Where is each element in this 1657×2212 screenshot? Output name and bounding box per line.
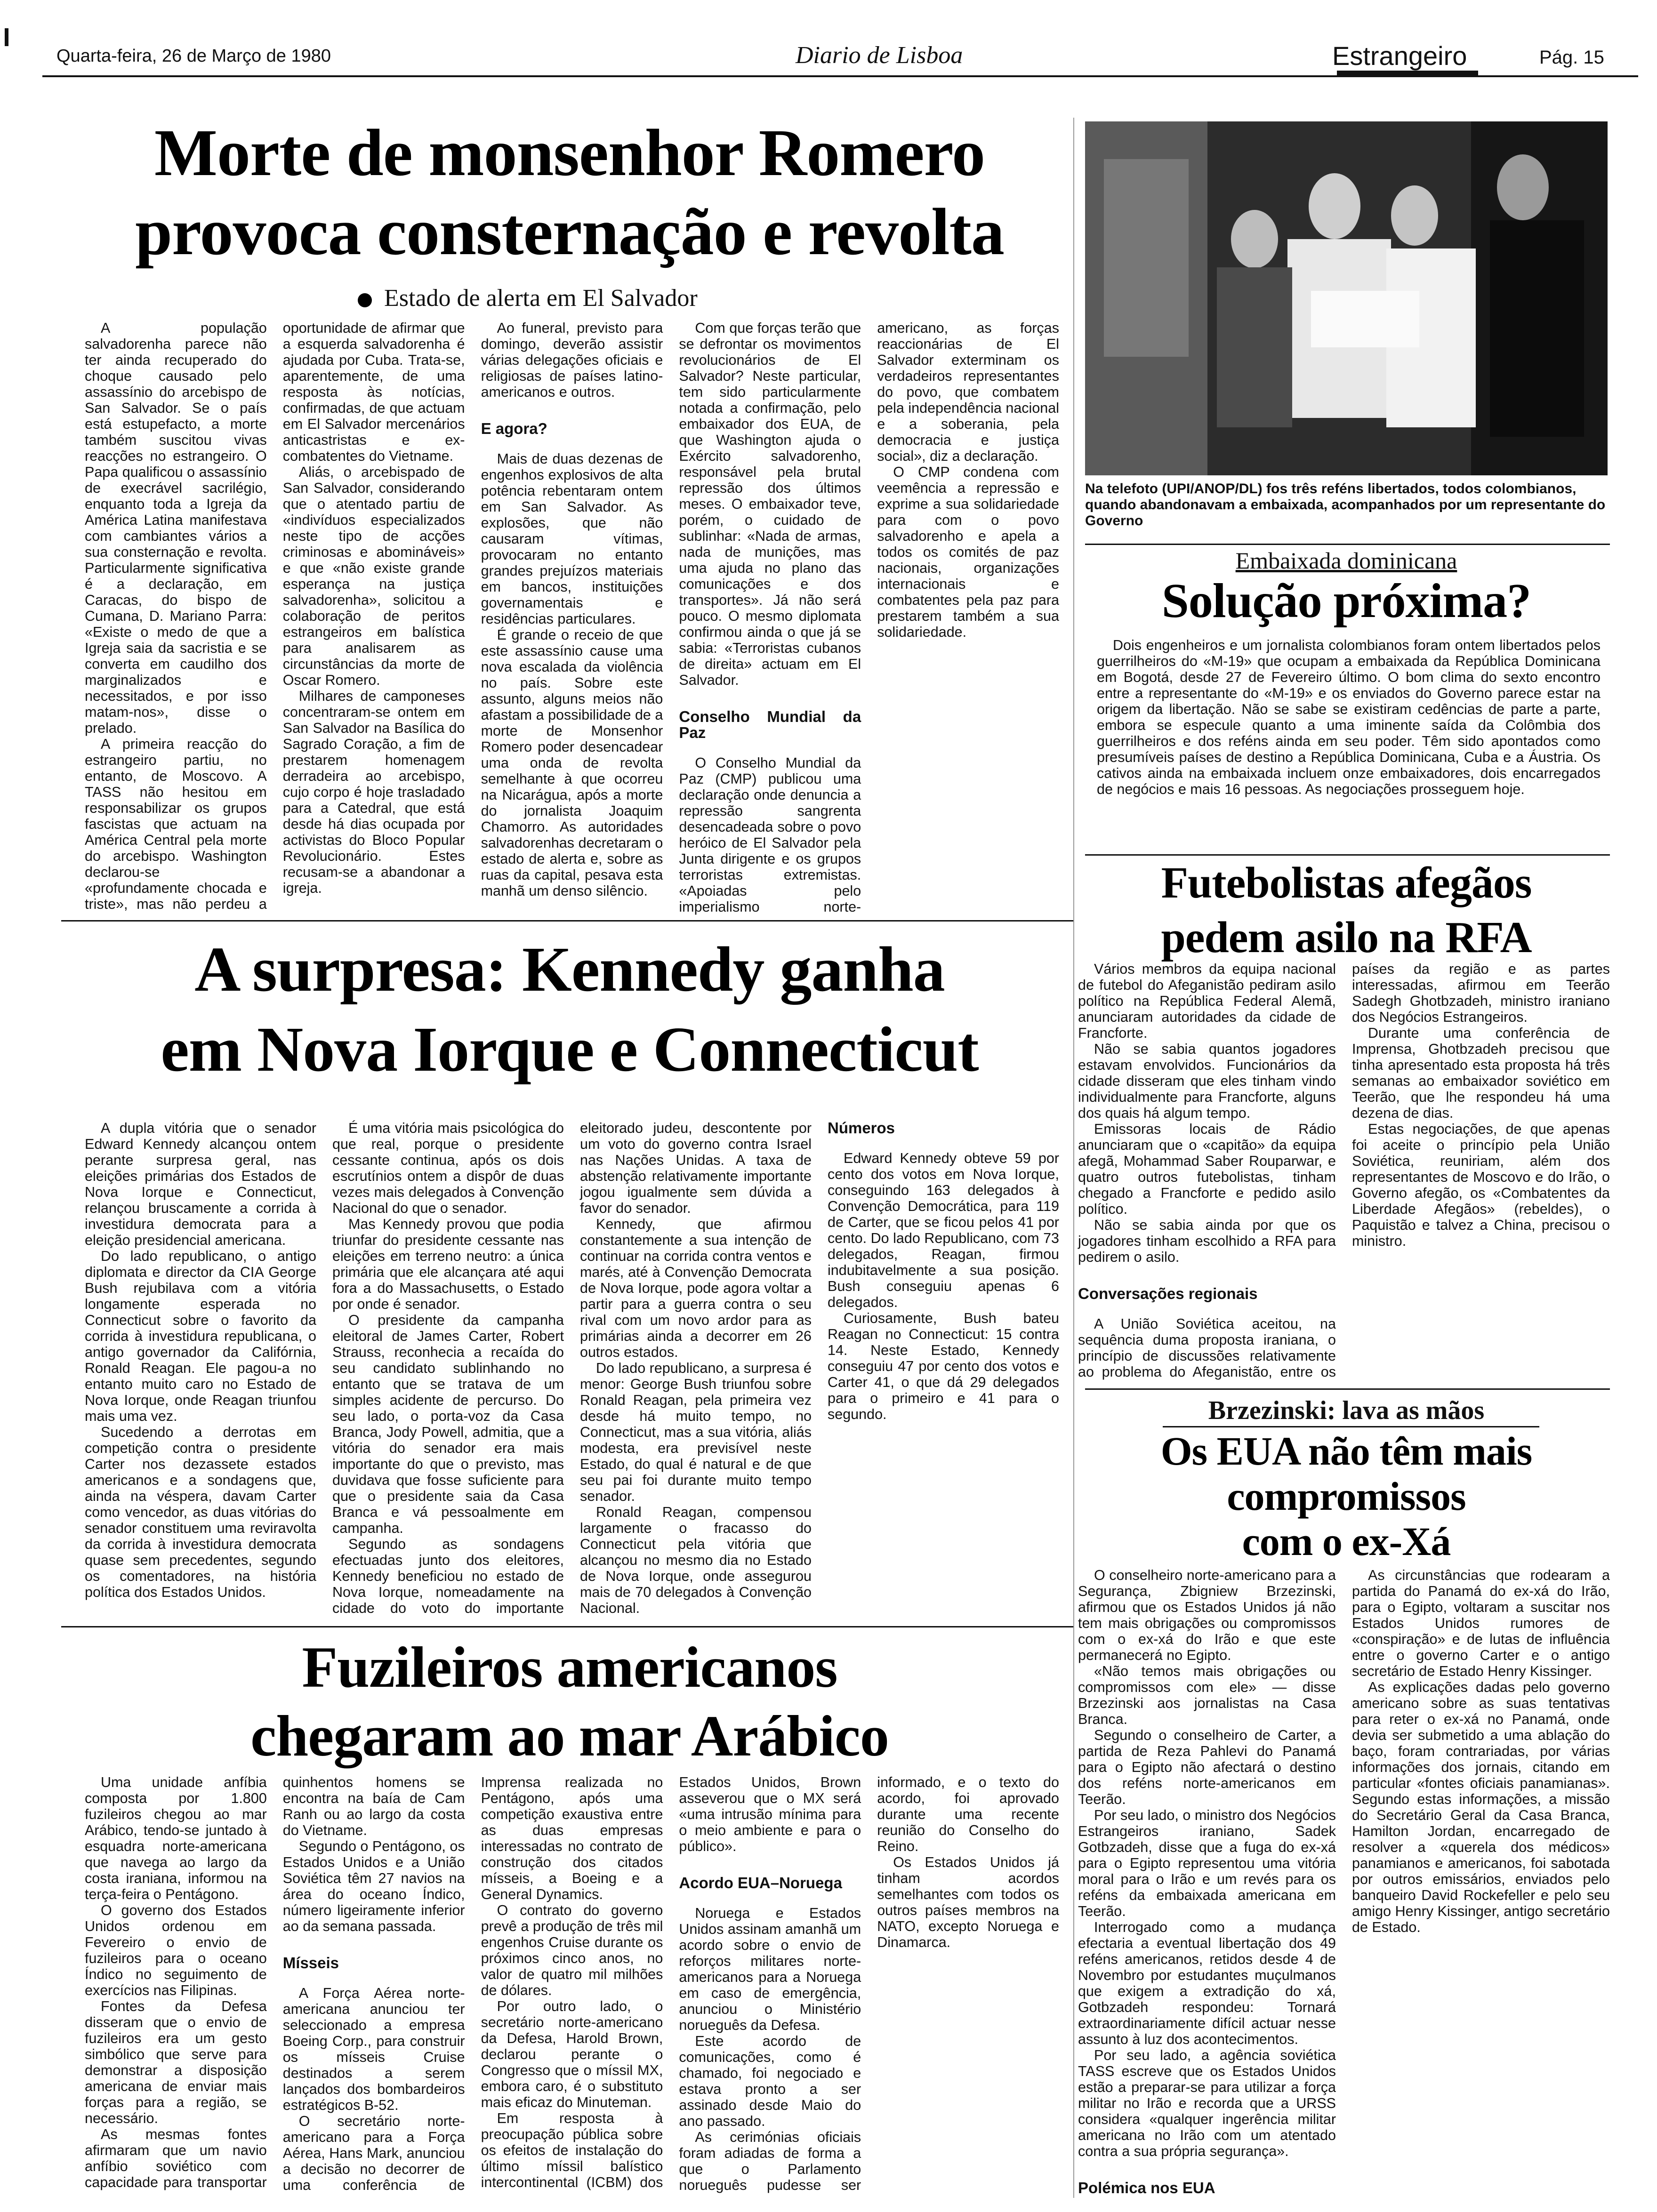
afegaos-subheading: Conversações regionais bbox=[1078, 1285, 1258, 1302]
paragraph: O Conselho Mundial da Paz (CMP) publicou uma declaração onde denuncia a repressão sangrenta desencadeada sobre o povo heróico de El Salvador pela Junta dirigente e os grupos terroristas extremistas. «Apoiadas pelo imperialismo norte-americano, as forças reaccionárias de El Salvador exterminam os verdadeiros representantes do povo, que combatem pela independência nacional e a soberania, pela democracia e justiça social», diz a declaração. bbox=[679, 320, 1059, 915]
photo-image bbox=[1085, 121, 1608, 475]
paragraph: Segundo as sondagens efectuadas junto dos eleitores, Kennedy beneficiou no estado de Nova Iorque, nomeadamente na cidade do voto do importante eleitorado judeu, descontente por um voto do governo contra Israel nas Nações Unidas. A taxa de abstenção relativamente importante jogou igualmente sem dúvida a favor do senador. bbox=[332, 1120, 812, 1616]
paragraph: O CMP condena com veemência a repressão e exprime a sua solidariedade para com o povo salvadorenho e apela a todos os comités de paz nacionais, organizações internacionais e combatentes pela paz para prestarem também a sua solidariedade. bbox=[877, 464, 1059, 640]
brzezinski-headline-line3: com o ex-Xá bbox=[1242, 1519, 1451, 1564]
paragraph: Edward Kennedy obteve 59 por cento dos votos em Nova Iorque, conseguindo 163 delegados à Convenção Democrática, para 119 de Carter, que se ficou pelos 41 por cento. Do lado Republicano, com 73 delegados, Reagan, firmou indubitavelmente a sua posição. Bush conseguiu apenas 6 delegados. bbox=[828, 1150, 1059, 1310]
paragraph: As cerimónias oficiais foram adiadas de forma a que o Parlamento norueguês pudesse ser informado, e o texto do acordo, foi aprovado durante uma recente reunião do Conselho do Reino. bbox=[679, 1774, 1059, 2193]
paragraph: Por outro lado, o secretário norte-americano da Defesa, Harold Brown, declarou perante o Congresso que o míssil MX, embora caro, é o substituto mais eficaz do Minuteman. bbox=[481, 1998, 663, 2110]
section-rule-thick bbox=[1337, 71, 1478, 76]
newspaper-name: Diario de Lisboa bbox=[796, 42, 963, 69]
paragraph: É grande o receio de que este assassínio cause uma nova escalada da violência no país. Sobre este assunto, alguns meios não afastam a possibilidade de a morte de Monsenhor Romero poder desencadear uma onda de revolta semelhante à que ocorreu na Nicarágua, após a morte do jornalista Joaquim Chamorro. As autoridades salvadorenhas decretaram o estado de alerta e, sobre as ruas da capital, pesava esta manhã um denso silêncio. bbox=[481, 627, 663, 899]
paragraph: Este acordo de comunicações, como é chamado, foi negociado e estava pronto a ser assinado desde Maio do ano passado. bbox=[679, 2033, 861, 2129]
paragraph: Por seu lado, o ministro dos Negócios Estrangeiros iraniano, Sadek Gotbzadeh, disse que a fuga do ex-xá para o Egipto representou uma vitória moral para o Irão e um revés para os reféns da embaixada americana em Teerão. bbox=[1078, 1807, 1336, 1919]
paragraph: O conselheiro norte-americano para a Segurança, Zbigniew Brzezinski, afirmou que os Estados Unidos já não tem mais obrigações ou compromissos com o ex-xá do Irão e que este permanecerá no Egipto. bbox=[1078, 1567, 1336, 1663]
paragraph: Os Estados Unidos já tinham acordos semelhantes com todos os outros países membros na NATO, excepto Noruega e Dinamarca. bbox=[877, 1854, 1059, 1950]
afegaos-headline bbox=[1085, 856, 1608, 965]
paragraph: Do lado republicano, o antigo diplomata e director da CIA George Bush rejubilava com a vitória longamente esperada no Connecticut sobre o favorito da corrida à investidura republicana, o antigo governador da Califórnia, Ronald Reagan. Ele pagou-a no entanto muito caro no Estado de Nova Iorque, onde Reagan triunfou mais uma vez. bbox=[85, 1248, 316, 1424]
bullet-icon bbox=[358, 293, 372, 307]
paragraph: O presidente da campanha eleitoral de James Carter, Robert Strauss, reconhecia a recaída do seu candidato sublinhando no entanto que se tratava de um simples acidente de percurso. Do seu lado, o porta-voz da Casa Branca, Jody Powell, admitia, que a vitória do senador era mais importante do que o previsto, mas duvidava que fosse suficiente para que o presidente saia da Casa Branca e vá pessoalmente em campanha. bbox=[332, 1312, 564, 1536]
paragraph: A União Soviética aceitou, na sequência duma proposta iraniana, o princípio de discussões relativamente ao problema do Afeganistão, entre os países da região e as partes interessadas, afirmou em Teerão Sadegh Ghotbzadeh, ministro iraniano dos Negócios Estrangeiros. bbox=[1078, 961, 1610, 1380]
hostage-photo bbox=[1085, 121, 1608, 475]
paragraph: É uma vitória mais psicológica do que real, porque o presidente cessante continua, após os dois escrutínios ontem a dispôr de duas vezes mais delegados à Convenção Nacional do que o senador. bbox=[332, 1120, 564, 1216]
paragraph: Noruega e Estados Unidos assinam amanhã um acordo sobre o envio de reforços militares norte-americanos para a Noruega em caso de emergência, anunciou o Ministério norueguês da Defesa. bbox=[679, 1905, 861, 2033]
paragraph: O contrato do governo prevê a produção de três mil engenhos Cruise durante os próximos cinco anos, no valor de quatro mil milhões de dólares. bbox=[481, 1902, 663, 1998]
kennedy-headline-line1: A surpresa: Kennedy ganha bbox=[194, 934, 945, 1005]
paragraph: Segundo o Pentágono, os Estados Unidos e a União Soviética têm 27 navios na área do oceano Índico, número ligeiramente inferior ao da semana passada. bbox=[282, 1838, 465, 1934]
paragraph: A primeira reacção do estrangeiro partiu, no entanto, de Moscovo. A TASS não hesitou em responsabilizar os grupos fascistas que actuam na América Central pela morte do arcebispo. Washington declarou-se «profundamente chocada e triste», mas não perdeu a oportunidade de afirmar que a esquerda salvadorenha é ajudada por Cuba. Trata-se, aparentemente, de uma resposta às notícias, confirmadas, de que actuam em El Salvador mercenários anticastristas e ex-combatentes do Vietname. bbox=[85, 320, 465, 912]
paragraph: Por seu lado, a agência soviética TASS escreve que os Estados Unidos estão a preparar-se para utilizar a força militar no Irão e recorda que a URSS considera «qualquer ingerência militar americana no Irão com um atentado contra a sua própria segurança». bbox=[1078, 2047, 1336, 2159]
rule-romero-bottom bbox=[61, 920, 1073, 922]
photo-caption: Na telefoto (UPI/ANOP/DL) fos três reféns libertados, todos colombianos, quando abandonavam a embaixada, acompanhados por um representante do Governo bbox=[1085, 481, 1606, 529]
romero-headline-line1: Morte de monsenhor Romero bbox=[154, 115, 985, 190]
paragraph: Estas negociações, de que apenas foi aceite o princípio pela União Soviética, reuniriam, além dos representantes de Moscovo e do Irão, o Governo afegão, os «Combatentes da Liberdade Afegãos» (rebeldes), o Paquistão e talvez a China, precisou o ministro. bbox=[1352, 1121, 1610, 1249]
fuzileiros-article bbox=[85, 1774, 1059, 2198]
kennedy-headline-line2: em Nova Iorque e Connecticut bbox=[161, 1014, 979, 1085]
paragraph: O secretário norte-americano para a Força Aérea, Hans Mark, anunciou a decisão no decorrer de uma conferência de Imprensa realizada no Pentágono, após uma competição exaustiva entre as duas empresas interessadas no contrato de construção dos citados mísseis, a Boeing e a General Dynamics. bbox=[282, 1774, 663, 2193]
page-number: Pág. 15 bbox=[1539, 47, 1604, 68]
brzezinski-subheading: Polémica nos EUA bbox=[1078, 2179, 1215, 2196]
romero-headline-line2: provoca consternação e revolta bbox=[135, 194, 1004, 269]
paragraph: Com que forças terão que se defrontar os movimentos revolucionários de El Salvador? Neste particular, tem sido particularmente notada a confirmação, pelo embaixador dos EUA, de que Washington ajuda o Exército salvadorenho, responsável pela brutal repressão dos últimos meses. O embaixador teve, porém, o cuidado de sublinhar: «Nada de armas, nada de munições, mas uma ajuda no plano das comunicações e dos transportes». Já não será pouco. O mesmo diplomata confirmou ainda o que já se sabia: «Terroristas cubanos de direita» actuam em El Salvador. bbox=[679, 320, 861, 688]
paragraph: A Força Aérea norte-americana anunciou ter seleccionado a empresa Boeing Corp., para construir os mísseis Cruise destinados a serem lançados dos bombardeiros estratégicos B-52. bbox=[282, 1985, 465, 2113]
section-name: Estrangeiro bbox=[1332, 41, 1467, 71]
dominicana-kicker: Embaixada dominicana bbox=[1235, 547, 1457, 574]
fuzileiros-headline bbox=[75, 1633, 1064, 1771]
paragraph: Curiosamente, Bush bateu Reagan no Connecticut: 15 contra 14. Neste Estado, Kennedy conseguiu 47 por cento dos votos e Carter 41, o que dá 29 delegados para o primeiro e 41 para o segundo. bbox=[828, 1310, 1059, 1422]
paragraph: A dupla vitória que o senador Edward Kennedy alcançou ontem perante surpresa geral, nas eleições primárias dos Estados de Nova Iorque e Connecticut, relançou bruscamente a corrida à investidura democrata para a eleição presidencial americana. bbox=[85, 1120, 316, 1248]
issue-date: Quarta-feira, 26 de Março de 1980 bbox=[56, 46, 331, 66]
paragraph: Sucedendo a derrotas em competição contra o presidente Carter nos dezassete estados americanos e a sondagens que, ainda na véspera, davam Carter como vencedor, as duas vitórias do senador constituem uma reviravolta da corrida à investidura democrata quase sem precedentes, segundo os comentadores, na história política dos Estados Unidos. bbox=[85, 1424, 316, 1600]
brzezinski-headline bbox=[1085, 1428, 1608, 1564]
paragraph: Ronald Reagan, compensou largamente o fracasso do Connecticut pela vitória que alcançou no mesmo dia no Estado de Nova Iorque, onde assegurou mais de 70 delegados à Convenção Nacional. bbox=[580, 1504, 812, 1616]
paragraph: Emissoras locais de Rádio anunciaram que o «capitão» da equipa afegã, Mohammad Saber Rouparwar, e quatro outros futebolistas, tinham chegado a Francforte e pedido asilo político. bbox=[1078, 1121, 1336, 1217]
edge-mark bbox=[5, 28, 8, 46]
paragraph: Uma unidade anfíbia composta por 1.800 fuzileiros chegou ao mar Arábico, tendo-se juntado à esquadra norte-americana que navega ao largo da costa iraniana, informou na terça-feira o Pentágono. bbox=[85, 1774, 267, 1902]
paragraph: O governo dos Estados Unidos ordenou em Fevereiro o envio de fuzileiros para o oceano Índico no seguimento de exercícios nas Filipinas. bbox=[85, 1902, 267, 1998]
paragraph: Durante uma conferência de Imprensa, Ghotbzadeh precisou que tinha apresentado esta proposta há três semanas ao embaixador soviético em Teerão, que lhe respondeu há uma dezena de dias. bbox=[1352, 1025, 1610, 1121]
fuzileiros-subheading-misseis: Mísseis bbox=[282, 1954, 339, 1972]
paragraph: Dois engenheiros e um jornalista colombianos foram ontem libertados pelos guerrilheiros do «M-19» que ocupam a embaixada da República Dominicana em Bogotá, desde 27 de Fevereiro último. O bom clima do sexto encontro entre a representante do «M-19» e os enviados do Governo parece estar na origem da libertação. Não se sabe se existiram cedências de parte a parte, embora se especule quanto a uma iminente saída da Colômbia dos guerrilheiros e dos reféns ainda em seu poder. Têm sido apontados como presumíveis países de destino a República Dominicana, Cuba e a Áustria. Os cativos ainda na embaixada incluem onze embaixadores, dois encarregados de negócios e mais 16 pessoas. As negociações prosseguem hoje. bbox=[1097, 637, 1601, 797]
brzezinski-headline-line1: Os EUA não têm mais bbox=[1160, 1428, 1532, 1474]
paragraph: Do lado republicano, a surpresa é menor: George Bush triunfou sobre Ronald Reagan, pela primeira vez desde há muito tempo, no Connecticut, mas a sua vitória, aliás modesta, era previsível neste Estado, do qual é natural e de que seu pai foi durante muito tempo senador. bbox=[580, 1360, 812, 1504]
paragraph: As circunstâncias que rodearam a partida do Panamá do ex-xá do Irão, para o Egipto, voltaram a suscitar nos Estados Unidos rumores de «conspiração» e de lutas de influência entre o governo Carter e o antigo secretário de Estado Henry Kissinger. bbox=[1352, 1567, 1610, 1679]
romero-subheading-cmp: Conselho Mundial da Paz bbox=[679, 708, 861, 741]
paragraph: Aliás, o arcebispado de San Salvador, considerando que o atentado partiu de «indivíduos especializados neste tipo de acções criminosas e abomináveis» e que «não existe grande esperança na justiça salvadorenha», solicitou a colaboração de peritos estrangeiros em balística para analisarem as circunstâncias da morte de Oscar Romero. bbox=[282, 464, 465, 688]
paragraph: Mais de duas dezenas de engenhos explosivos de alta potência rebentaram ontem em San Salvador. As explosões, que não causaram vítimas, provocaram no entanto grandes prejuízos materiais em bancos, instituições governamentais e residências particulares. bbox=[481, 451, 663, 627]
paragraph: Milhares de camponeses concentraram-se ontem em San Salvador na Basílica do Sagrado Coração, a fim de prestarem homenagem derradeira ao arcebispo, cujo corpo é hoje trasladado para a Catedral, que está desde há dias ocupada por activistas do Bloco Popular Revolucionário. Estes recusam-se a abandonar a igreja. bbox=[282, 688, 465, 896]
fuzileiros-subheading-acordo: Acordo EUA–Noruega bbox=[679, 1874, 842, 1891]
kennedy-headline bbox=[75, 930, 1064, 1090]
paragraph: Interrogado como a mudança efectaria a eventual libertação dos 49 reféns americanos, retidos desde 4 de Novembro por estudantes muçulmanos que exigem a extradição do xá, Gotbzadeh respondeu: Tornará extraordinariamente difícil actuar nesse assunto à luz dos acontecimentos. bbox=[1078, 1919, 1336, 2047]
paragraph: As mesmas fontes afirmaram que um navio anfíbio soviético com capacidade para transportar quinhentos homens se encontra na baía de Cam Ranh ou ao largo da costa do Vietname. bbox=[85, 1774, 465, 2190]
vertical-divider bbox=[1073, 118, 1074, 2198]
paragraph: Kennedy, que afirmou constantemente a sua intenção de continuar na corrida contra ventos e marés, até à Convenção Democrata de Nova Iorque, pode agora voltar a partir para a guerra contra o seu rival com um novo ardor para as primárias ainda a decorrer em 26 outros estados. bbox=[580, 1216, 812, 1360]
paragraph: «Não temos mais obrigações ou compromissos com ele» — disse Brzezinski aos jornalistas na Casa Branca. bbox=[1078, 1663, 1336, 1727]
afegaos-headline-line1: Futebolistas afegãos bbox=[1161, 858, 1532, 907]
paragraph: Segundo o conselheiro de Carter, a partida de Reza Pahlevi do Panamá para o Egipto não afectará o destino dos reféns norte-americanos em Teerão. bbox=[1078, 1727, 1336, 1807]
romero-article bbox=[85, 320, 1059, 918]
brzezinski-article bbox=[1078, 1567, 1610, 2198]
afegaos-article bbox=[1078, 961, 1610, 1385]
rule-photo bbox=[1085, 544, 1610, 545]
paragraph: Vários membros da equipa nacional de futebol do Afeganistão pediram asilo político na República Federal Alemã, anunciaram autoridades da cidade de Francforte. bbox=[1078, 961, 1336, 1041]
paragraph: Fontes da Defesa disseram que o envio de fuzileiros era um gesto simbólico que serve para demonstrar a disposição americana de enviar mais forças para a região, se necessário. bbox=[85, 1998, 267, 2126]
paragraph: Ao funeral, previsto para domingo, deverão assistir várias delegações oficiais e religiosas de países latino-americanos e outros. bbox=[481, 320, 663, 400]
fuzileiros-headline-line1: Fuzileiros americanos bbox=[302, 1635, 837, 1699]
kennedy-article bbox=[85, 1120, 1059, 1624]
dominicana-headline: Solução próxima? bbox=[1161, 574, 1531, 628]
paragraph: Mas Kennedy provou que podia triunfar do presidente cessante nas eleições em terreno neutro: a única primária que ele alcançara até aqui fora a do Massachusetts, o Estado por onde é senador. bbox=[332, 1216, 564, 1312]
fuzileiros-headline-line2: chegaram ao mar Arábico bbox=[250, 1704, 889, 1768]
kennedy-subheading: Números bbox=[828, 1119, 895, 1137]
paragraph: A população salvadorenha parece não ter ainda recuperado do choque causado pelo assassínio do arcebispo de San Salvador. Se o país está estupefacto, a morte também suscitou vivas reacções no estrangeiro. O Papa qualificou o assassínio de execrável sacrilégio, enquanto toda a Igreja da América Latina manifestava com cambiantes vários a sua consternação e revolta. Particularmente significativa é a declaração, em Caracas, do bispo de Cumana, D. Mariano Parra: «Existe o medo de que a Igreja saia da sacristia e se converta em caudilho dos marginalizados e necessitados, e por isso matam-nos», disse o prelado. bbox=[85, 320, 267, 736]
romero-subhead-text: Estado de alerta em El Salvador bbox=[384, 285, 698, 312]
rule-brzezinski-kicker bbox=[1163, 1426, 1539, 1427]
rule-afegaos bbox=[1085, 1388, 1610, 1390]
paragraph: Não se sabia ainda por que os jogadores tinham escolhido a RFA para pedirem o asilo. bbox=[1078, 1217, 1336, 1265]
afegaos-headline-line2: pedem asilo na RFA bbox=[1161, 913, 1532, 962]
dominicana-article bbox=[1097, 637, 1601, 854]
romero-subhead bbox=[358, 284, 828, 312]
paragraph: As explicações dadas pelo governo americano sobre as suas tentativas para reter o ex-xá no Panamá, onde devia ser submetido a uma ablação do baço, foram contrariadas, por várias informações dos jornais, citando em particular «fontes oficiais panamianas». Segundo estas informações, a missão do Secretário Geral da Casa Branca, Hamilton Jordan, encarregado de resolver a «querela dos médicos» panamianos e americanos, foi sabotada por outros emissários, enviados pelo banqueiro David Rockefeller e pelo seu amigo Henry Kissinger, antigo secretário de Estado. bbox=[1352, 1679, 1610, 1935]
brzezinski-kicker: Brzezinski: lava as mãos bbox=[1208, 1396, 1485, 1425]
rule-kennedy-bottom bbox=[61, 1626, 1073, 1627]
romero-subheading-e-agora: E agora? bbox=[481, 420, 547, 437]
paragraph: Em resposta à preocupação pública sobre os efeitos de instalação do último míssil balístico intercontinental (ICBM) dos Estados Unidos, Brown asseverou que o MX será «uma intrusão mínima para o meio ambiente e para o público». bbox=[481, 1774, 861, 2190]
paragraph: Não se sabia quantos jogadores estavam envolvidos. Funcionários da cidade disseram que eles tinham vindo individualmente para Francforte, alguns dos quais há algum tempo. bbox=[1078, 1041, 1336, 1121]
brzezinski-headline-line2: compromissos bbox=[1227, 1474, 1466, 1519]
romero-headline bbox=[75, 113, 1064, 271]
